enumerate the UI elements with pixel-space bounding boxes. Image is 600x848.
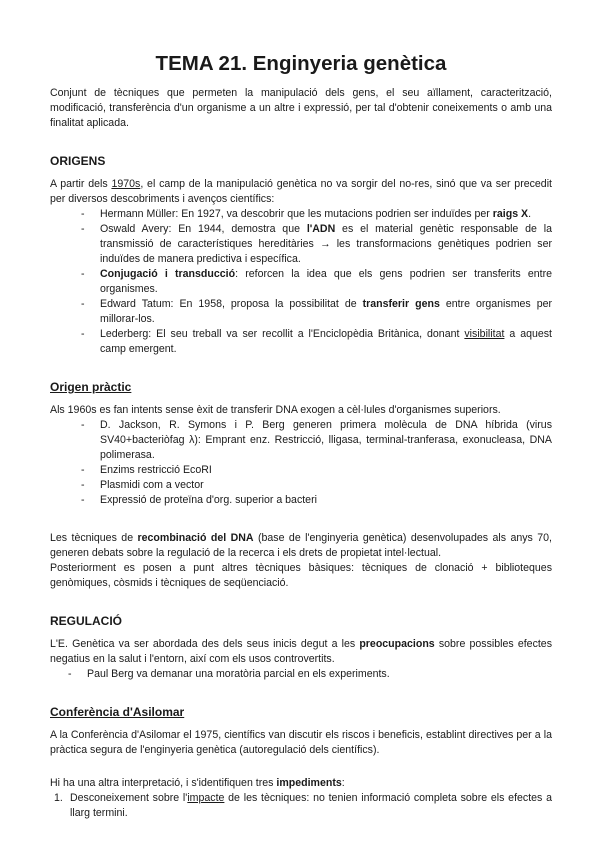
origen-practic-list	[50, 418, 552, 508]
list-item: - Paul Berg va demanar una moratòria parcial en els experiments.	[68, 667, 552, 682]
intro-paragraph: Conjunt de tècniques que permeten la manipulació dels gens, el seu aïllament, caracterització, modificació, transferència d'un organisme a un altre i expressió, per tal d'obtenir coneixements o amb una finalitat aplicada.	[50, 87, 552, 129]
list-item: - Lederberg: El seu treball va ser recollit a l'Enciclopèdia Britànica, donant visibilitat a aquest camp emergent.	[81, 327, 552, 357]
underlined-term: 1970s	[111, 178, 141, 190]
list-item: - Enzims restricció EcoRI	[81, 463, 552, 478]
list-item: - D. Jackson, R. Symons i P. Berg generen primera molècula de DNA híbrida (virus SV40+bacteriòfag λ): Emprant enz. Restricció, lligasa, terminal-tranferasa, exonucleasa, DNA polimerasa.	[81, 418, 552, 463]
page-title: TEMA 21. Enginyeria genètica	[155, 52, 447, 75]
origen-practic-paragraph: Als 1960s es fan intents sense èxit de transferir DNA exogen a cèl·lules d'organismes superiors.	[50, 404, 501, 416]
list-item: - Oswald Avery: En 1944, demostra que l'ADN es el material genètic responsable de la transmissió de característiques hereditàries → les transformacions genètiques podrien ser induïdes de manera predictiva i específica.	[81, 222, 552, 267]
techniques-paragraph: Posteriorment es posen a punt altres tècniques bàsiques: tècniques de clonació + biblioteques genòmiques, còsmids i tècniques de seqüenciació.	[50, 562, 552, 589]
list-item: - Conjugació i transducció: reforcen la idea que els gens podrien ser transferits entre organismes.	[81, 267, 552, 297]
section-heading-origen-practic: Origen pràctic	[50, 380, 132, 394]
origens-list	[50, 207, 552, 357]
regulacio-list	[50, 667, 552, 682]
asilomar-paragraph: A la Conferència d'Asilomar el 1975, científics van discutir els riscos i beneficis, establint directives per a la pràctica segura de l'enginyeria genètica (autoregulació dels científics).	[50, 729, 552, 756]
section-heading-origens: ORIGENS	[50, 154, 106, 168]
list-item: - Edward Tatum: En 1958, proposa la possibilitat de transferir gens entre organismes per millorar-los.	[81, 297, 552, 327]
origens-paragraph: A partir dels 1970s, el camp de la manipulació genètica no va sorgir del no-res, sinó que va ser precedit per diversos descobriments i avenços científics:	[50, 178, 552, 205]
list-item: - Plasmidi com a vector	[81, 478, 552, 493]
list-item: 1. Desconeixement sobre l'impacte de les tècniques: no tenien informació completa sobre els efectes a llarg termini.	[54, 792, 552, 819]
recombination-paragraph: Les tècniques de recombinació del DNA (base de l'enginyeria genètica) desenvolupades als anys 70, generen debats sobre la regulació de la recerca i els drets de propietat intel·lectual.	[50, 532, 552, 559]
impediments-paragraph: Hi ha una altra interpretació, i s'identifiquen tres impediments:	[50, 777, 345, 789]
section-heading-asilomar: Conferència d'Asilomar	[50, 705, 185, 719]
list-item: - Expressió de proteïna d'org. superior a bacteri	[81, 493, 552, 508]
regulacio-paragraph: L'E. Genètica va ser abordada des dels seus inicis degut a les preocupacions sobre possibles efectes negatius en la salut i l'entorn, així com els usos controvertits.	[50, 638, 552, 665]
impediments-list	[50, 791, 552, 821]
section-heading-regulacio: REGULACIÓ	[50, 614, 122, 628]
list-item: - Hermann Müller: En 1927, va descobrir que les mutacions podrien ser induïdes per raigs X.	[81, 207, 552, 222]
